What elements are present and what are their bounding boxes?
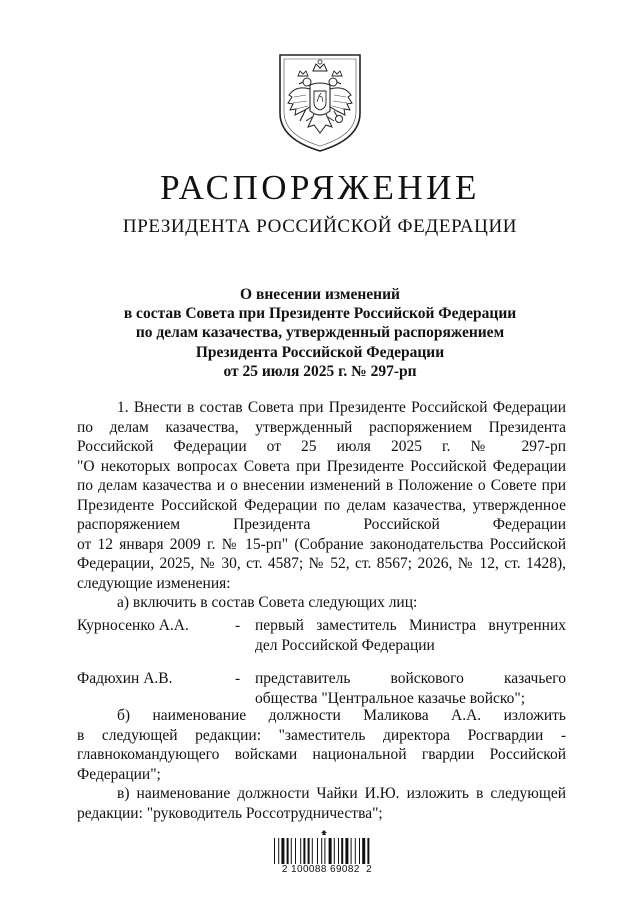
heading-line: О внесении изменений bbox=[240, 286, 400, 303]
item-b-line: главнокомандующего войсками национальной гвардии Российской bbox=[77, 746, 566, 763]
paragraph-line: Российской Федерации от 25 июля 2025 г. № 297-рп bbox=[77, 438, 566, 455]
item-a: а) включить в состав Совета следующих лиц: bbox=[117, 594, 418, 611]
paragraph-line: "О некоторых вопросах Совета при Президенте Российской Федерации bbox=[77, 457, 566, 475]
document-heading bbox=[60, 285, 580, 381]
paragraph-line: Президенте Российской Федерации по делам казачества, утвержденное bbox=[77, 496, 566, 514]
member-role-line: представитель войскового казачьего bbox=[255, 670, 566, 687]
item-b-line: в следующей редакции: "заместитель директора Росгвардии - bbox=[77, 726, 566, 744]
barcode-bars-icon bbox=[266, 830, 386, 866]
member-role-line: дел Российской Федерации bbox=[255, 636, 435, 654]
member-name: Фадюхин А.В. bbox=[77, 670, 173, 687]
paragraph-line: по делам казачества, утвержденный распоряжением Президента bbox=[77, 418, 566, 436]
item-c-line: в) наименование должности Чайки И.Ю. изложить в следующей bbox=[117, 785, 566, 802]
item-b-line: б) наименование должности Маликова А.А. изложить bbox=[117, 707, 566, 724]
member-role bbox=[255, 669, 566, 708]
paragraph-line: следующие изменения: bbox=[77, 574, 231, 592]
item-c-line: редакции: "руководитель Россотрудничества"; bbox=[77, 804, 383, 822]
heading-line: от 25 июля 2025 г. № 297-рп bbox=[223, 362, 417, 380]
paragraph-line: распоряжением Президента Российской Федерации bbox=[77, 516, 566, 533]
document-subtitle: ПРЕЗИДЕНТА РОССИЙСКОЙ ФЕДЕРАЦИИ bbox=[122, 216, 518, 237]
member-role-line: первый заместитель Министра внутренних bbox=[255, 617, 566, 634]
heading-line: в состав Совета при Президенте Российской Федерации bbox=[123, 305, 517, 323]
paragraph-line: по делам казачества и о внесении изменений в Положение о Совете при bbox=[77, 477, 566, 494]
member-role-line: общества "Центральное казачье войско"; bbox=[255, 689, 526, 707]
heading-line: Президента Российской Федерации bbox=[195, 343, 445, 361]
document-title: РАСПОРЯЖЕНИЕ bbox=[160, 168, 480, 207]
barcode-number: 2 100088 69082 2 bbox=[281, 864, 373, 875]
member-name: Курносенко А.А. bbox=[77, 617, 189, 634]
paragraph-line: 1. Внести в состав Совета при Президенте Российской Федерации bbox=[117, 399, 566, 416]
paragraph-line: Федерации, 2025, № 30, ст. 4587; № 52, ст. 8567; 2026, № 12, ст. 1428), bbox=[77, 555, 566, 572]
items-b-c bbox=[77, 706, 566, 823]
coat-of-arms-icon bbox=[276, 51, 364, 155]
heading-line: по делам казачества, утвержденный распоряжением bbox=[135, 324, 505, 342]
member-role bbox=[255, 616, 566, 655]
paragraph-line: от 12 января 2009 г. № 15-рп" (Собрание законодательства Российской bbox=[77, 535, 566, 553]
item-b-line: Федерации"; bbox=[77, 765, 161, 783]
member-dash: - bbox=[235, 670, 241, 687]
paragraph-1 bbox=[77, 398, 566, 613]
member-dash: - bbox=[235, 617, 241, 634]
